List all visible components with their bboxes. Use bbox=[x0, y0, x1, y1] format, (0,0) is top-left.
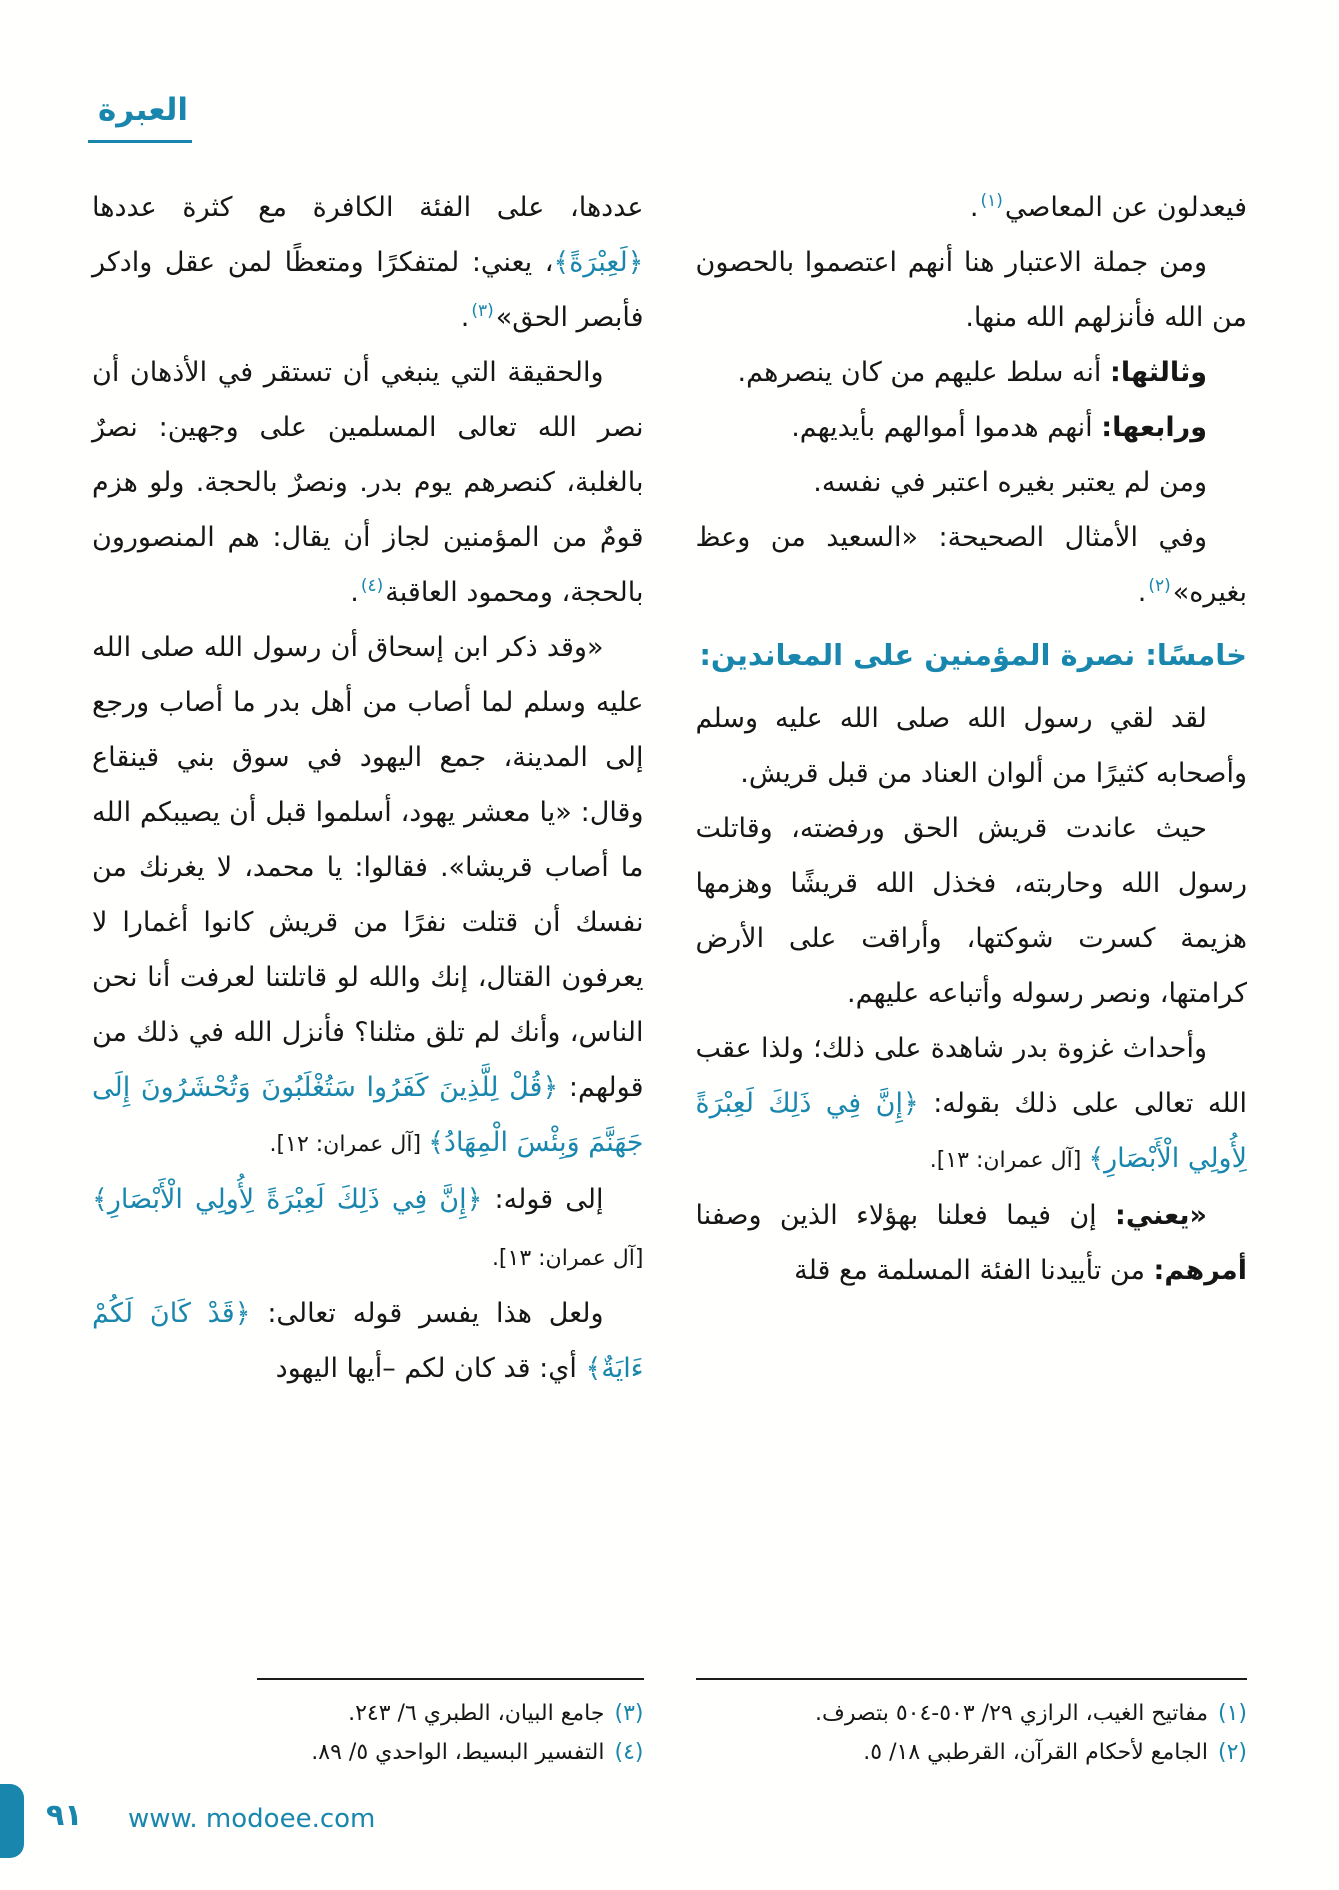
body-text: والحقيقة التي ينبغي أن تستقر في الأذهان أن نصر الله تعالى المسلمين على وجهين: نصرٌ بالغلبة، كنصرهم يوم بدر. ونصرٌ بالحجة. ولو هزم قومٌ من المؤمنين لجاز أن يقال: هم المنصورون بالحجة، ومحمود العاقبة bbox=[92, 357, 644, 608]
footnote bbox=[92, 1733, 644, 1772]
footnote bbox=[696, 1733, 1248, 1772]
paragraph: ومن لم يعتبر بغيره اعتبر في نفسه. bbox=[813, 467, 1207, 498]
paragraph bbox=[92, 1286, 644, 1396]
footnotes-right bbox=[696, 1672, 1248, 1772]
paragraph: ومن جملة الاعتبار هنا أنهم اعتصموا بالحصون من الله فأنزلهم الله منها. bbox=[695, 247, 1247, 333]
footnote-number: (١) bbox=[1217, 1701, 1247, 1726]
footnote-text: الجامع لأحكام القرآن، القرطبي ١٨/ ٥. bbox=[863, 1740, 1208, 1765]
paragraph bbox=[92, 620, 644, 1172]
paragraph: لقد لقي رسول الله صلى الله عليه وسلم وأصحابه كثيرًا من ألوان العناد من قبل قريش. bbox=[695, 703, 1247, 789]
quran-verse: ﴿قُلْ لِلَّذِينَ كَفَرُوا سَتُغْلَبُونَ وَتُحْشَرُونَ إِلَى جَهَنَّمَ وَبِئْسَ الْمِهَادُ﴾ bbox=[92, 1072, 644, 1158]
bold-lead: ورابعها: bbox=[1101, 412, 1207, 443]
footnote bbox=[92, 1694, 644, 1733]
paragraph bbox=[92, 1172, 644, 1286]
body-text: ولعل هذا يفسر قوله تعالى: bbox=[250, 1298, 604, 1329]
quran-verse: ﴿إِنَّ فِي ذَلِكَ لَعِبْرَةً لِأُولِي الْأَبْصَارِ﴾ bbox=[695, 1088, 1247, 1174]
body-text: وفي الأمثال الصحيحة: «السعيد من وعظ بغيره» bbox=[695, 522, 1247, 608]
body-text: . bbox=[460, 302, 470, 333]
body-text: من تأييدنا الفئة المسلمة مع قلة bbox=[794, 1255, 1154, 1286]
body-text: أنهم هدموا أموالهم بأيديهم. bbox=[791, 412, 1102, 443]
body-text: «وقد ذكر ابن إسحاق أن رسول الله صلى الله عليه وسلم لما أصاب من أهل بدر ما أصاب ورجع إلى المدينة، جمع اليهود في سوق بني قينقاع وقال: «يا معشر يهود، أسلموا قبل أن يصيبكم الله ما أصاب قريشا». فقالوا: يا محمد، لا يغرنك من نفسك أن قتلت نفرًا من قريش كانوا أغمارا لا يعرفون القتال، إنك والله لو قاتلتنا لعرفت أنا نحن الناس، وأنك لم تلق مثلنا؟ فأنزل الله في ذلك من قولهم: bbox=[92, 632, 644, 1103]
paragraph bbox=[696, 510, 1248, 620]
paragraph: حيث عاندت قريش الحق ورفضته، وقاتلت رسول الله وحاربته، فخذل الله قريشًا وهزمها هزيمة كسرت شوكتها، وأراقت على الأرض كرامتها، ونصر رسوله وأتباعه عليهم. bbox=[695, 813, 1247, 1009]
verse-citation: [آل عمران: ١٢]. bbox=[269, 1132, 429, 1157]
footnotes-left bbox=[92, 1672, 644, 1772]
body-text: عددها، على الفئة الكافرة مع كثرة عددها bbox=[92, 192, 644, 223]
footnote-text: مفاتيح الغيب، الرازي ٢٩/ ٥٠٣-٥٠٤ بتصرف. bbox=[815, 1701, 1208, 1726]
footnote-marker: (١) bbox=[980, 191, 1003, 211]
paragraph bbox=[92, 180, 644, 345]
footer-accent-tab bbox=[0, 1784, 24, 1858]
paragraph bbox=[696, 180, 1248, 235]
footnote-text: جامع البيان، الطبري ٦/ ٢٤٣. bbox=[348, 1701, 605, 1726]
body-text: وأحداث غزوة بدر شاهدة على ذلك؛ ولذا عقب الله تعالى على ذلك بقوله: bbox=[695, 1033, 1248, 1119]
footnote-number: (٣) bbox=[614, 1701, 644, 1726]
footnote-separator bbox=[696, 1678, 1248, 1680]
quran-verse: ﴿قَدْ كَانَ لَكُمْ ءَايَةٌ﴾ bbox=[92, 1298, 644, 1384]
quran-verse: ﴿إِنَّ فِي ذَلِكَ لَعِبْرَةً لِأُولِي الْأَبْصَارِ﴾ bbox=[92, 1184, 483, 1215]
paragraph bbox=[696, 1188, 1248, 1298]
verse-citation: [آل عمران: ١٣]. bbox=[491, 1246, 644, 1271]
footnote-text: التفسير البسيط، الواحدي ٥/ ٨٩. bbox=[311, 1740, 605, 1765]
page-number: ٩١ bbox=[46, 1798, 83, 1833]
paragraph bbox=[92, 345, 644, 620]
bold-lead: «يعني: bbox=[1115, 1200, 1207, 1231]
quran-verse: ﴿لَعِبْرَةً﴾ bbox=[553, 247, 644, 278]
body-text: ، يعني: لمتفكرًا ومتعظًا لمن عقل وادكر فأبصر الحق» bbox=[92, 247, 644, 333]
paragraph bbox=[696, 400, 1248, 455]
verse-citation: [آل عمران: ١٣]. bbox=[929, 1148, 1089, 1173]
body-text: إن فيما فعلنا بهؤلاء الذين وصفنا bbox=[695, 1200, 1116, 1231]
bold-lead: أمرهم: bbox=[1153, 1255, 1247, 1286]
body-text: إلى قوله: bbox=[482, 1184, 604, 1215]
website-url: www. modoee.com bbox=[128, 1804, 376, 1834]
content-columns bbox=[92, 180, 1247, 1772]
body-text: . bbox=[350, 577, 359, 608]
footnote-number: (٤) bbox=[614, 1740, 644, 1765]
right-column bbox=[696, 180, 1248, 1772]
paragraph bbox=[696, 345, 1248, 400]
bold-lead: وثالثها: bbox=[1110, 357, 1207, 388]
section-heading: خامسًا: نصرة المؤمنين على المعاندين: bbox=[699, 638, 1247, 672]
body-text: أي: قد كان لكم –أيها اليهود bbox=[275, 1353, 586, 1384]
paragraph bbox=[696, 1021, 1248, 1188]
footnote-marker: (٢) bbox=[1148, 576, 1171, 596]
body-text: أنه سلط عليهم من كان ينصرهم. bbox=[737, 357, 1111, 388]
footnote-marker: (٤) bbox=[360, 576, 384, 596]
footnote bbox=[696, 1694, 1248, 1733]
body-text: . bbox=[1137, 577, 1147, 608]
body-text: . bbox=[969, 192, 979, 223]
footnote-marker: (٣) bbox=[471, 301, 494, 321]
page-header-title: العبرة bbox=[88, 92, 192, 143]
footnote-number: (٢) bbox=[1217, 1740, 1247, 1765]
left-column bbox=[92, 180, 644, 1772]
footnote-separator bbox=[257, 1678, 643, 1680]
body-text: فيعدلون عن المعاصي bbox=[1004, 192, 1247, 223]
